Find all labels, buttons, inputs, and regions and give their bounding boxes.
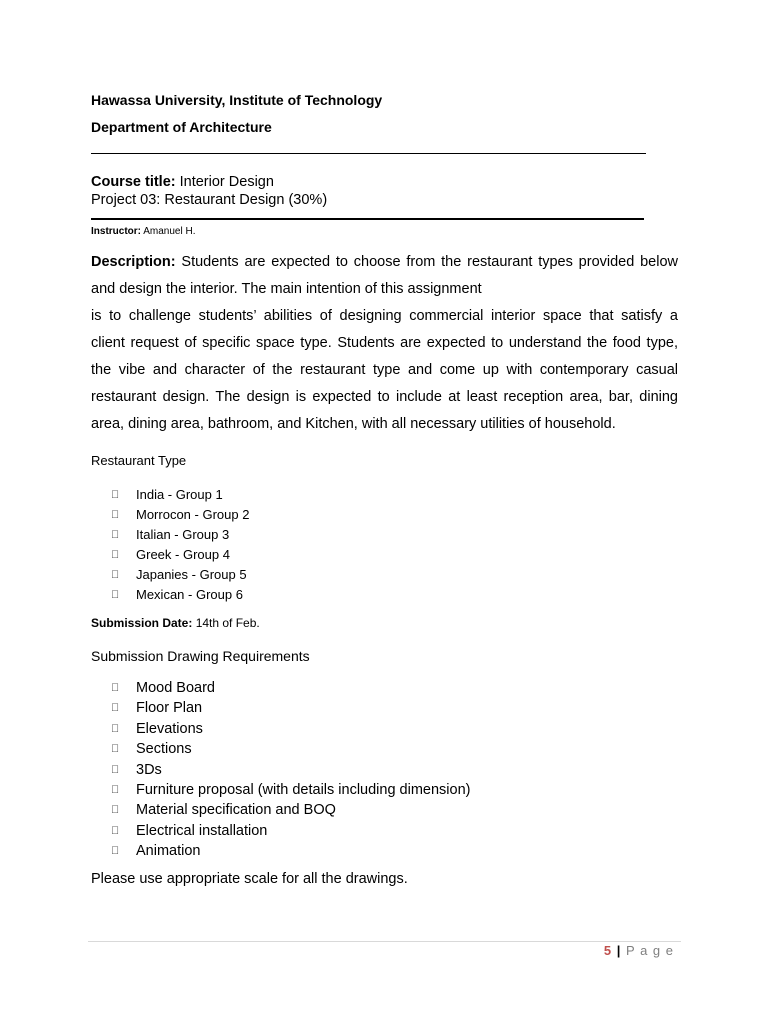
project-title: Project 03: Restaurant Design (30%) — [91, 192, 328, 208]
description-line: is to challenge students’ abilities of designing commercial interior space that satisfy a — [91, 308, 678, 324]
header-divider — [91, 153, 646, 154]
bullet-icon — [111, 760, 119, 780]
course-block — [91, 173, 327, 209]
footer-separator: | — [612, 943, 627, 958]
description — [91, 249, 678, 438]
list-item: Mood Board — [91, 678, 470, 698]
bullet-icon — [111, 678, 119, 698]
list-item: Floor Plan — [91, 698, 470, 718]
bullet-icon — [111, 719, 119, 739]
page-word: P a g e — [626, 943, 674, 958]
description-line: area, dining area, bathroom, and Kitchen, with all necessary utilities of household. — [91, 416, 616, 432]
requirements-heading: Submission Drawing Requirements — [91, 648, 310, 664]
description-line: Description: Students are expected to choose from the restaurant types provided below — [91, 254, 678, 270]
list-item: India - Group 1 — [91, 485, 249, 505]
requirements-list — [91, 678, 470, 862]
list-item: Electrical installation — [91, 821, 470, 841]
page-footer — [604, 943, 674, 958]
description-line: restaurant design. The design is expected to include at least reception area, bar, dining — [91, 389, 678, 405]
bullet-icon — [111, 485, 119, 505]
list-item: Japanies - Group 5 — [91, 565, 249, 585]
bullet-icon — [111, 525, 119, 545]
bullet-icon — [111, 739, 119, 759]
list-item: Morrocon - Group 2 — [91, 505, 249, 525]
instructor-line — [91, 226, 195, 237]
closing-note: Please use appropriate scale for all the drawings. — [91, 871, 408, 887]
bullet-icon — [111, 800, 119, 820]
instructor-name: Amanuel H. — [141, 226, 196, 237]
list-item: Furniture proposal (with details including dimension) — [91, 780, 470, 800]
bullet-icon — [111, 841, 119, 861]
restaurant-type-list — [91, 485, 249, 605]
list-item: Elevations — [91, 719, 470, 739]
submission-date — [91, 616, 260, 630]
department-heading: Department of Architecture — [91, 119, 272, 135]
course-title-value: Interior Design — [175, 174, 274, 190]
university-heading: Hawassa University, Institute of Technology — [91, 92, 383, 108]
list-item: Material specification and BOQ — [91, 800, 470, 820]
instructor-label: Instructor: — [91, 226, 141, 237]
list-item: Sections — [91, 739, 470, 759]
bullet-icon — [111, 505, 119, 525]
description-line: the vibe and character of the restaurant type and come up with contemporary casual — [91, 362, 678, 378]
description-label: Description: — [91, 254, 176, 270]
list-item: Animation — [91, 841, 470, 861]
bullet-icon — [111, 585, 119, 605]
bullet-icon — [111, 821, 119, 841]
bullet-icon — [111, 780, 119, 800]
restaurant-type-heading: Restaurant Type — [91, 453, 187, 468]
course-title-label: Course title: — [91, 174, 176, 190]
footer-divider — [88, 941, 681, 942]
bullet-icon — [111, 545, 119, 565]
page-number: 5 — [603, 943, 613, 958]
bullet-icon — [111, 565, 119, 585]
list-item: Italian - Group 3 — [91, 525, 249, 545]
list-item: Mexican - Group 6 — [91, 585, 249, 605]
course-title-line — [91, 173, 327, 191]
submission-date-label: Submission Date: — [91, 616, 193, 630]
list-item: 3Ds — [91, 760, 470, 780]
submission-date-value: 14th of Feb. — [192, 616, 260, 630]
list-item: Greek - Group 4 — [91, 545, 249, 565]
course-divider — [91, 218, 644, 220]
description-line: and design the interior. The main intention of this assignment — [91, 281, 482, 297]
description-line: client request of specific space type. Students are expected to understand the food type, — [91, 335, 678, 351]
bullet-icon — [111, 698, 119, 718]
